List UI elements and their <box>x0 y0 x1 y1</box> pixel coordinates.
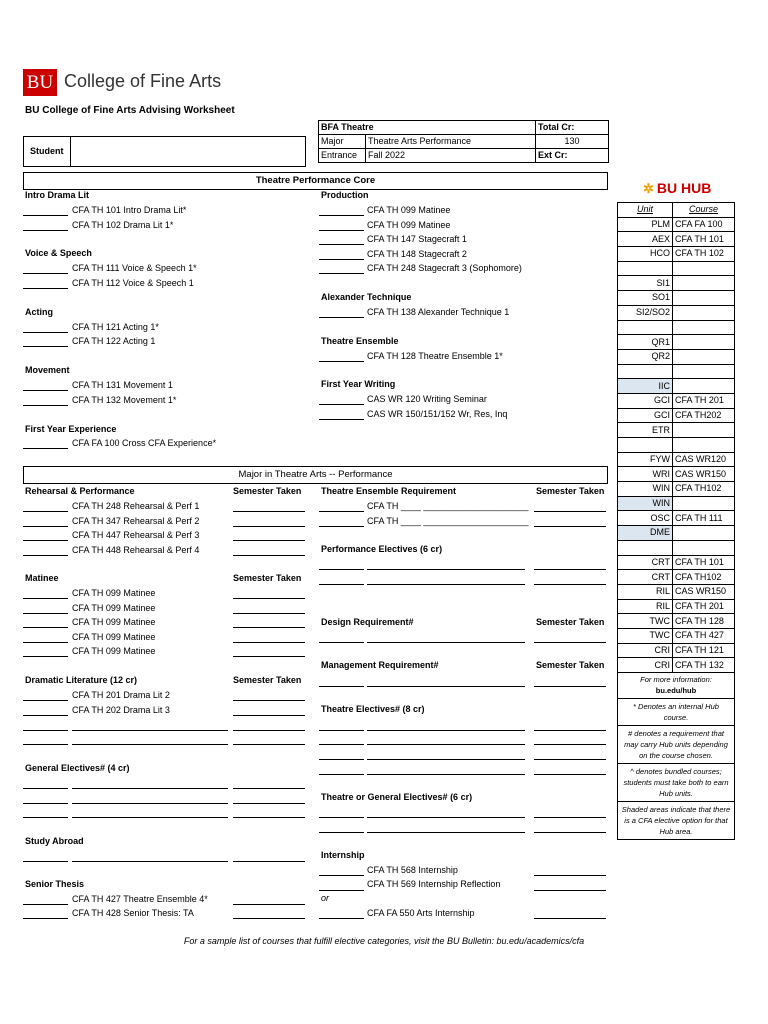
semester-line[interactable] <box>534 569 606 570</box>
blank-line[interactable] <box>319 526 364 527</box>
blank-line[interactable] <box>23 744 68 745</box>
course-item: CFA TH 447 Rehearsal & Perf 3 <box>72 530 200 540</box>
hub-unit-cell: CRT <box>618 570 673 585</box>
blank-line[interactable] <box>23 346 68 347</box>
hub-unit-cell: SI2/SO2 <box>618 305 673 320</box>
hub-row <box>618 393 735 408</box>
hub-row <box>618 511 735 526</box>
course-line[interactable] <box>72 744 228 745</box>
hub-logo-text: BU HUB <box>656 180 712 196</box>
hub-course-cell[interactable] <box>673 496 735 511</box>
blank-line[interactable] <box>23 730 68 731</box>
hub-unit-cell: CRI <box>618 643 673 658</box>
semester-line[interactable] <box>233 817 305 818</box>
blank-line[interactable] <box>23 642 68 643</box>
hub-unit-cell <box>618 438 673 453</box>
course-line[interactable] <box>367 832 525 833</box>
program-info-table <box>318 120 609 163</box>
course-line[interactable] <box>72 861 228 862</box>
hub-course-cell[interactable] <box>673 540 735 555</box>
semester-line[interactable] <box>233 904 305 905</box>
college-name: College of Fine Arts <box>64 71 222 91</box>
hub-unit-cell: CRI <box>618 658 673 673</box>
blank-line[interactable] <box>23 700 68 701</box>
blank-line[interactable] <box>319 875 364 876</box>
course-item: CFA FA 100 Cross CFA Experience* <box>72 438 217 448</box>
course-line[interactable] <box>367 686 525 687</box>
hub-unit-cell: TWC <box>618 628 673 643</box>
hub-course-cell[interactable] <box>673 349 735 364</box>
semester-line[interactable] <box>534 890 606 891</box>
course-item: CFA TH 148 Stagecraft 2 <box>367 249 467 259</box>
hub-row <box>618 364 735 379</box>
acting-heading: Acting <box>25 307 53 317</box>
course-item: CFA TH 138 Alexander Technique 1 <box>367 307 510 317</box>
hub-row <box>618 482 735 497</box>
blank-line[interactable] <box>23 540 68 541</box>
footer-note: For a sample list of courses that fulfill elective categories, visit the BU Bulletin: bu.edu/academics/cfa <box>183 936 585 946</box>
hub-course-cell[interactable]: CFA FA 100 <box>673 217 735 232</box>
hub-course-cell[interactable] <box>673 261 735 276</box>
blank-line[interactable] <box>319 584 364 585</box>
hub-unit-cell: PLM <box>618 217 673 232</box>
hub-row <box>618 643 735 658</box>
hub-row <box>618 335 735 350</box>
semester-line[interactable] <box>534 642 606 643</box>
hub-row <box>618 555 735 570</box>
semester-line[interactable] <box>233 627 305 628</box>
hub-row <box>618 570 735 585</box>
hub-star-icon: ✲ <box>643 181 654 196</box>
course-item: CFA TH 568 Internship <box>367 865 458 875</box>
hub-unit-cell: HCO <box>618 247 673 262</box>
semester-line[interactable] <box>534 526 606 527</box>
hub-row <box>618 408 735 423</box>
blank-line[interactable] <box>319 817 364 818</box>
semester-line[interactable] <box>233 730 305 731</box>
blank-line[interactable] <box>319 832 364 833</box>
blank-line[interactable] <box>23 215 68 216</box>
semester-taken-label: Semester Taken <box>536 660 605 670</box>
hub-row <box>618 614 735 629</box>
production-heading: Production <box>321 190 369 200</box>
hub-unit-cell: IIC <box>618 379 673 394</box>
blank-line[interactable] <box>319 686 364 687</box>
blank-line[interactable] <box>23 390 68 391</box>
blank-line[interactable] <box>23 918 68 919</box>
blank-line[interactable] <box>23 656 68 657</box>
semester-line[interactable] <box>534 832 606 833</box>
hub-course-cell[interactable]: CFA TH 201 <box>673 599 735 614</box>
blank-line[interactable] <box>23 788 68 789</box>
hub-row <box>618 349 735 364</box>
hub-unit-cell <box>618 540 673 555</box>
blank-line[interactable] <box>23 803 68 804</box>
entrance-label: Entrance <box>319 149 366 163</box>
course-item: CFA TH 248 Stagecraft 3 (Sophomore) <box>367 263 522 273</box>
hub-note-bundled: ^ denotes bundled courses; students must take both to earn Hub units. <box>617 764 735 802</box>
course-line[interactable] <box>367 817 525 818</box>
ensemble-heading: Theatre Ensemble <box>321 336 399 346</box>
hub-row <box>618 379 735 394</box>
course-item: CFA TH 099 Matinee <box>367 205 451 215</box>
thgen-heading: Theatre or General Electives# (6 cr) <box>321 792 473 802</box>
hub-course-cell[interactable]: CFA TH 201 <box>673 393 735 408</box>
course-item: CFA TH 099 Matinee <box>367 220 451 230</box>
student-label: Student <box>30 146 64 156</box>
blank-line[interactable] <box>23 627 68 628</box>
intro-drama-heading: Intro Drama Lit <box>25 190 90 200</box>
semester-line[interactable] <box>233 540 305 541</box>
hub-unit-cell: OSC <box>618 511 673 526</box>
course-item: CFA TH 111 Voice & Speech 1* <box>72 263 197 273</box>
blank-line[interactable] <box>319 244 364 245</box>
entrance-value: Fall 2022 <box>366 149 536 163</box>
hub-row <box>618 452 735 467</box>
blank-line[interactable] <box>23 526 68 527</box>
course-line[interactable] <box>72 803 228 804</box>
hub-row <box>618 540 735 555</box>
hub-unit-cell <box>618 364 673 379</box>
hub-row <box>618 599 735 614</box>
hub-row <box>618 305 735 320</box>
blank-line[interactable] <box>23 448 68 449</box>
major-label: Major <box>319 135 366 149</box>
semester-line[interactable] <box>534 774 606 775</box>
course-item: CFA TH 099 Matinee <box>72 632 156 642</box>
course-item: CFA TH 147 Stagecraft 1 <box>367 234 467 244</box>
semester-line[interactable] <box>233 598 305 599</box>
hub-row <box>618 276 735 291</box>
hub-course-cell[interactable]: CFA TH 101 <box>673 232 735 247</box>
hub-course-cell[interactable]: CFA TH 111 <box>673 511 735 526</box>
semester-line[interactable] <box>233 555 305 556</box>
course-item: CAS WR 150/151/152 Wr, Res, Inq <box>367 409 508 419</box>
worksheet-title: BU College of Fine Arts Advising Worksheet <box>25 105 235 116</box>
course-line[interactable] <box>367 730 525 731</box>
semester-line[interactable] <box>534 584 606 585</box>
hub-course-cell[interactable]: CAS WR150 <box>673 584 735 599</box>
hub-unit-cell: TWC <box>618 614 673 629</box>
blank-line[interactable] <box>319 642 364 643</box>
course-item: CFA TH 099 Matinee <box>72 588 156 598</box>
hub-unit-cell: AEX <box>618 232 673 247</box>
hub-unit-cell: QR1 <box>618 335 673 350</box>
blank-line[interactable] <box>319 404 364 405</box>
course-item: CFA TH 569 Internship Reflection <box>367 879 501 889</box>
blank-line[interactable] <box>23 817 68 818</box>
course-item: CFA TH 131 Movement 1 <box>72 380 173 390</box>
course-item: CFA TH 099 Matinee <box>72 603 156 613</box>
hub-unit-cell: DME <box>618 526 673 541</box>
blank-line[interactable] <box>23 511 68 512</box>
total-cr-value: 130 <box>536 135 609 149</box>
semester-line[interactable] <box>233 511 305 512</box>
hub-course-cell[interactable] <box>673 438 735 453</box>
course-item: CFA TH 128 Theatre Ensemble 1* <box>367 351 503 361</box>
more-info-label: For more information: <box>640 675 712 684</box>
gened-heading: General Electives# (4 cr) <box>25 763 130 773</box>
course-item: CFA TH ____ _____________________ <box>367 516 529 526</box>
ensreq-heading: Theatre Ensemble Requirement <box>321 486 457 496</box>
blank-line[interactable] <box>23 230 68 231</box>
semester-line[interactable] <box>534 817 606 818</box>
ext-cr-label: Ext Cr: <box>536 149 609 163</box>
intern-heading: Internship <box>321 850 365 860</box>
semester-line[interactable] <box>233 656 305 657</box>
course-item: CFA TH 122 Acting 1 <box>72 336 156 346</box>
blank-line[interactable] <box>319 918 364 919</box>
hub-course-header: Course <box>673 203 735 218</box>
hub-url[interactable]: bu.edu/hub <box>655 686 697 695</box>
semester-line[interactable] <box>233 700 305 701</box>
hub-course-cell[interactable] <box>673 276 735 291</box>
hub-unit-cell: GCI <box>618 408 673 423</box>
hub-row <box>618 438 735 453</box>
hub-course-cell[interactable] <box>673 320 735 335</box>
hub-course-cell[interactable] <box>673 335 735 350</box>
blank-line[interactable] <box>319 744 364 745</box>
course-item: CFA TH 427 Theatre Ensemble 4* <box>72 894 208 904</box>
semester-line[interactable] <box>534 875 606 876</box>
course-item: CFA TH 448 Rehearsal & Perf 4 <box>72 545 200 555</box>
semester-line[interactable] <box>233 526 305 527</box>
major-value: Theatre Arts Performance <box>366 135 536 149</box>
course-item: CFA TH 099 Matinee <box>72 646 156 656</box>
semester-taken-label: Semester Taken <box>536 617 605 627</box>
blank-line[interactable] <box>319 890 364 891</box>
course-item: CFA TH 121 Acting 1* <box>72 322 159 332</box>
hub-unit-cell: SI1 <box>618 276 673 291</box>
thesis-heading: Senior Thesis <box>25 879 85 889</box>
hub-course-cell[interactable]: CAS WR150 <box>673 467 735 482</box>
hub-course-cell[interactable] <box>673 379 735 394</box>
course-item: CFA TH 099 Matinee <box>72 617 156 627</box>
blank-line[interactable] <box>319 259 364 260</box>
bu-logo-mark: BU <box>23 69 57 96</box>
hub-note-internal: * Denotes an internal Hub course. <box>617 699 735 726</box>
hub-row <box>618 217 735 232</box>
hub-row <box>618 291 735 306</box>
hub-unit-cell: ETR <box>618 423 673 438</box>
blank-line[interactable] <box>319 774 364 775</box>
hub-course-cell[interactable]: CFA TH 128 <box>673 614 735 629</box>
student-name-field[interactable] <box>71 137 305 166</box>
course-item: CFA TH 201 Drama Lit 2 <box>72 690 170 700</box>
semester-line[interactable] <box>233 642 305 643</box>
semester-line[interactable] <box>233 613 305 614</box>
abroad-heading: Study Abroad <box>25 836 84 846</box>
hub-course-cell[interactable] <box>673 364 735 379</box>
course-item: CAS WR 120 Writing Seminar <box>367 394 487 404</box>
blank-line[interactable] <box>319 215 364 216</box>
semester-line[interactable] <box>534 686 606 687</box>
hub-row <box>618 628 735 643</box>
blank-line[interactable] <box>319 273 364 274</box>
blank-line[interactable] <box>23 613 68 614</box>
hub-row <box>618 320 735 335</box>
hub-course-cell[interactable] <box>673 305 735 320</box>
fye-heading: First Year Experience <box>25 424 117 434</box>
hub-row <box>618 247 735 262</box>
perfel-heading: Performance Electives (6 cr) <box>321 544 443 554</box>
semester-taken-label: Semester Taken <box>233 675 302 685</box>
hub-course-cell[interactable]: CFA TH 121 <box>673 643 735 658</box>
course-item: CFA TH 202 Drama Lit 3 <box>72 705 170 715</box>
movement-heading: Movement <box>25 365 70 375</box>
blank-line[interactable] <box>23 332 68 333</box>
hub-more-info <box>617 672 735 699</box>
hub-note-requirement: # denotes a requirement that may carry Hub units depending on the course chosen. <box>617 726 735 764</box>
hub-course-cell[interactable]: CFA TH202 <box>673 408 735 423</box>
hub-unit-header: Unit <box>618 203 673 218</box>
semester-line[interactable] <box>233 803 305 804</box>
semester-taken-label: Semester Taken <box>233 573 302 583</box>
course-line[interactable] <box>367 744 525 745</box>
hub-unit-cell: WRI <box>618 467 673 482</box>
semester-line[interactable] <box>534 744 606 745</box>
blank-line[interactable] <box>23 405 68 406</box>
hub-row <box>618 496 735 511</box>
blank-line[interactable] <box>319 230 364 231</box>
mgmt-heading: Management Requirement# <box>321 660 439 670</box>
blank-line[interactable] <box>319 511 364 512</box>
hub-unit-cell <box>618 261 673 276</box>
or-label: or <box>321 893 330 903</box>
blank-line[interactable] <box>23 861 68 862</box>
course-line[interactable] <box>72 788 228 789</box>
hub-course-cell[interactable] <box>673 291 735 306</box>
hub-table <box>617 202 735 673</box>
course-line[interactable] <box>72 817 228 818</box>
core-banner: Theatre Performance Core <box>23 172 608 190</box>
voice-heading: Voice & Speech <box>25 248 92 258</box>
hub-course-cell[interactable]: CFA TH 102 <box>673 247 735 262</box>
semester-line[interactable] <box>233 861 305 862</box>
hub-unit-cell: RIL <box>618 599 673 614</box>
blank-line[interactable] <box>23 273 68 274</box>
blank-line[interactable] <box>319 759 364 760</box>
semester-line[interactable] <box>534 759 606 760</box>
hub-note-shaded: Shaded areas indicate that there is a CFA elective option for that Hub area. <box>617 802 735 840</box>
major-banner: Major in Theatre Arts -- Performance <box>23 466 608 484</box>
course-item: CFA TH 248 Rehearsal & Perf 1 <box>72 501 200 511</box>
semester-line[interactable] <box>534 511 606 512</box>
course-item: CFA TH 102 Drama Lit 1* <box>72 220 174 230</box>
course-line[interactable] <box>367 569 525 570</box>
course-line[interactable] <box>367 584 525 585</box>
hub-course-cell[interactable]: CFA TH102 <box>673 570 735 585</box>
hub-unit-cell: QR2 <box>618 349 673 364</box>
course-item: CFA TH 347 Rehearsal & Perf 2 <box>72 516 200 526</box>
semester-line[interactable] <box>233 918 305 919</box>
semester-line[interactable] <box>534 918 606 919</box>
writing-heading: First Year Writing <box>321 379 396 389</box>
dramlit-heading: Dramatic Literature (12 cr) <box>25 675 138 685</box>
blank-line[interactable] <box>319 730 364 731</box>
alexander-heading: Alexander Technique <box>321 292 412 302</box>
total-cr-label: Total Cr: <box>536 121 609 135</box>
hub-unit-cell: SO1 <box>618 291 673 306</box>
hub-unit-cell: FYW <box>618 452 673 467</box>
course-item: CFA TH 428 Senior Thesis: TA <box>72 908 194 918</box>
blank-line[interactable] <box>319 361 364 362</box>
blank-line[interactable] <box>23 904 68 905</box>
semester-line[interactable] <box>534 730 606 731</box>
hub-course-cell[interactable]: CFA TH102 <box>673 482 735 497</box>
hub-notes <box>617 672 735 840</box>
course-line[interactable] <box>367 774 525 775</box>
hub-row <box>618 467 735 482</box>
blank-line[interactable] <box>23 715 68 716</box>
student-box <box>23 136 306 167</box>
blank-line[interactable] <box>319 317 364 318</box>
design-heading: Design Requirement# <box>321 617 414 627</box>
rehearsal-heading: Rehearsal & Performance <box>25 486 135 496</box>
course-item: CFA TH 132 Movement 1* <box>72 395 177 405</box>
course-item: CFA FA 550 Arts Internship <box>367 908 475 918</box>
semester-taken-label: Semester Taken <box>233 486 302 496</box>
course-line[interactable] <box>367 759 525 760</box>
hub-row <box>618 423 735 438</box>
hub-row <box>618 526 735 541</box>
program-name: BFA Theatre <box>319 121 536 135</box>
hub-course-cell[interactable]: CFA TH 427 <box>673 628 735 643</box>
course-item: CFA TH 112 Voice & Speech 1 <box>72 278 194 288</box>
course-line[interactable] <box>72 730 228 731</box>
semester-line[interactable] <box>233 788 305 789</box>
hub-course-cell[interactable] <box>673 423 735 438</box>
semester-taken-label: Semester Taken <box>536 486 605 496</box>
hub-row <box>618 232 735 247</box>
blank-line[interactable] <box>23 598 68 599</box>
hub-unit-cell: WIN <box>618 482 673 497</box>
course-item: CFA TH 101 Intro Drama Lit* <box>72 205 187 215</box>
hub-unit-cell: GCI <box>618 393 673 408</box>
hub-course-cell[interactable]: CFA TH 132 <box>673 658 735 673</box>
blank-line[interactable] <box>319 569 364 570</box>
semester-line[interactable] <box>233 744 305 745</box>
course-line[interactable] <box>367 642 525 643</box>
hub-row <box>618 658 735 673</box>
hub-course-cell[interactable]: CAS WR120 <box>673 452 735 467</box>
hub-unit-cell: RIL <box>618 584 673 599</box>
bu-hub-logo <box>643 180 711 197</box>
blank-line[interactable] <box>319 419 364 420</box>
hub-unit-cell: CRT <box>618 555 673 570</box>
hub-course-cell[interactable]: CFA TH 101 <box>673 555 735 570</box>
course-item: CFA TH ____ _____________________ <box>367 501 529 511</box>
thel-heading: Theatre Electives# (8 cr) <box>321 704 425 714</box>
hub-course-cell[interactable] <box>673 526 735 541</box>
hub-unit-cell <box>618 320 673 335</box>
blank-line[interactable] <box>23 288 68 289</box>
matinee-heading: Matinee <box>25 573 59 583</box>
blank-line[interactable] <box>23 555 68 556</box>
hub-unit-cell: WIN <box>618 496 673 511</box>
hub-row <box>618 261 735 276</box>
hub-row <box>618 584 735 599</box>
semester-line[interactable] <box>233 715 305 716</box>
